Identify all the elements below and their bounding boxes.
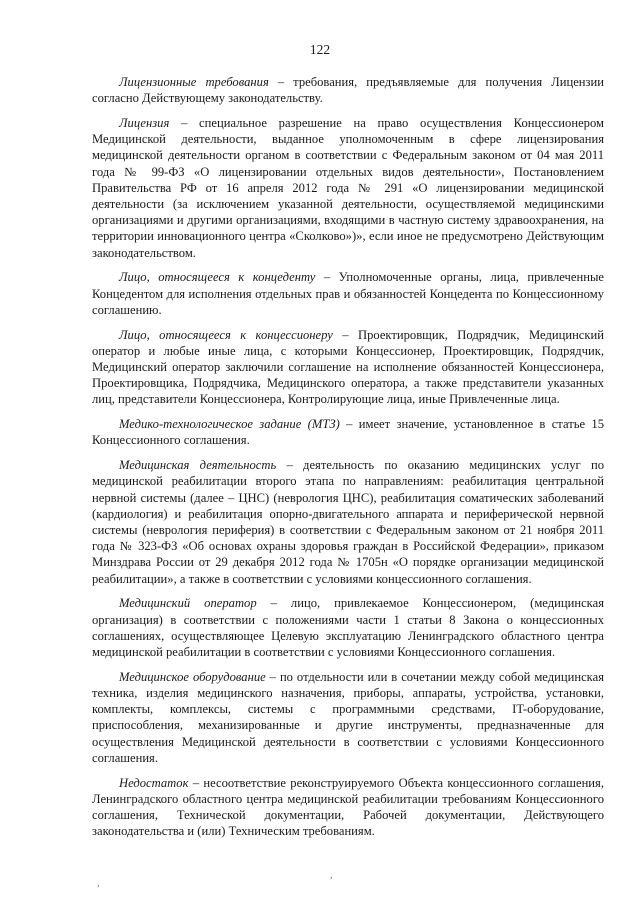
definition-term: Медико-технологическое задание (МТЗ) [119,417,340,432]
definition-term: Лицензионные требования [119,75,269,89]
definition-body: – Проектировщик, Подрядчик, Медицинский оператор и любые иные лица, с которыми Концессионер, Проектировщик, Подрядчик, Медицинский оператор заключили соглашение на исполнение обязанностей Концессионера, Проектировщика, Подрядчика, Медицинского оператора, а также представители указанных лиц, представители Концессионера, Контролирующие лица, иные Привлеченные лица. [92,327,604,407]
definition-body: – Уполномоченные органы, лица, привлеченные Концедентом для исполнения отдельных прав и обязанностей Концедента по Концессионному соглашению. [92,270,605,317]
definition-medical-technological-task [92,416,604,448]
definition-term: Недостаток [119,775,189,790]
definition-body: – лицо, привлекаемое Концессионером, (медицинская организация) в соответствии с положениями части 1 статьи 8 Закона о концессионных соглашениях, осуществляющее Целевую эксплуатацию Ленинградского областного центра медицинской реабилитации в соответствии с условиями Концессионного соглашения. [92,596,604,660]
definition-term: Медицинский оператор [119,596,257,611]
definition-body: – имеет значение, установленное в статье 15 Концессионного соглашения. [92,417,604,448]
definition-body: – несоответствие реконструируемого Объекта концессионного соглашения, Ленинградского областного центра медицинской реабилитации требованиям Концессионного соглашения, Технической документации, Рабочей документации, Действующего законодательства и (или) Техническим требованиям. [92,775,604,839]
scan-speck: , [97,878,100,889]
definitions-list [92,74,604,848]
definition-term: Медицинское оборудование [119,669,266,684]
definition-medical-operator [92,595,604,660]
definition-medical-activity [92,457,604,587]
definition-body: – по отдельности или в сочетании между собой медицинская техника, изделия медицинского назначения, приборы, аппараты, устройства, установки, комплекты, комплексы, системы с программными средствами, IT-оборудование, приспособления, механизированные и другие инструменты, предназначенные для осуществления Медицинской деятельности в соответствии с условиями Концессионного соглашения. [92,669,604,765]
definition-body: – требования, предъявляемые для получения Лицензии согласно Действующему законодательству. [92,75,604,106]
definition-term: Медицинская деятельность [119,458,277,473]
definition-defect [92,775,604,840]
definition-body: – деятельность по оказанию медицинских услуг по медицинской реабилитации второго этапа по направлениям: реабилитация центральной нервной системы (далее – ЦНС) (неврология ЦНС), реабилитация соматических заболеваний (кардиология) и реабилитация опорно-двигательного аппарата и периферической нервной системы (неврология периферия) в соответствии с Федеральным законом от 21 ноября 2011 года № 323-ФЗ «Об основах охраны здоровья граждан в Российской Федерации», приказом Минздрава России от 29 декабря 2012 года № 1705н «О порядке организации медицинской реабилитации», а также в соответствии с условиями концессионного соглашения. [92,458,604,586]
definition-licensing-requirements [92,74,604,106]
definition-medical-equipment [92,669,604,766]
definition-term: Лицензия [119,116,170,130]
page-number: 122 [309,42,331,57]
definition-body: – специальное разрешение на право осуществления Концессионером Медицинской деятельности, выданное уполномоченным в сфере лицензирования медицинской деятельности органом в соответствии с Федеральным законом от 04 мая 2011 года № 99-ФЗ «О лицензировании отдельных видов деятельности», Постановлением Правительства РФ от 16 апреля 2012 года № 291 «О лицензировании медицинской деятельности (за исключением указанной деятельности, осуществляемой медицинскими организациями и другими организациями, входящими в частную систему здравоохранения, на территории инновационного центра «Сколково»)», если иное не предусмотрено Действующим законодательством. [92,116,604,260]
definition-term: Лицо, относящееся к концеденту [119,270,316,285]
definition-term: Лицо, относящееся к концессионеру [119,327,333,342]
definition-concessionaire-related-person [92,327,604,408]
definition-license [92,115,604,261]
scan-speck: , [330,870,333,881]
definition-grantor-related-person [92,269,604,318]
